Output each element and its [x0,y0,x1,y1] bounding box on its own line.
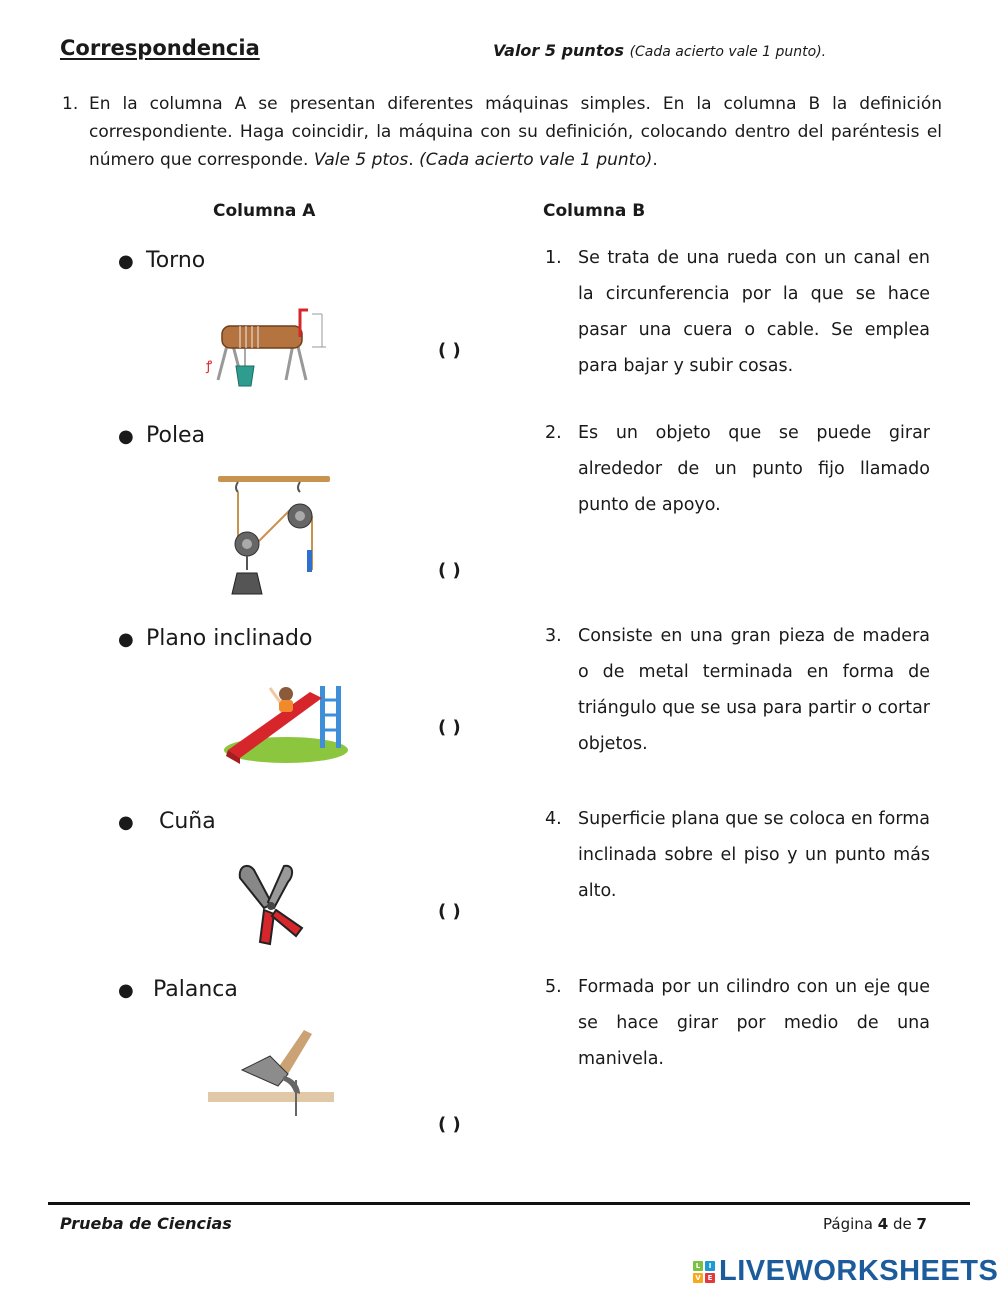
bullet-icon: ● [118,980,134,1001]
score-value [493,41,826,60]
instruction-value: Vale 5 ptos [313,150,409,170]
instruction-sep: . [408,150,420,170]
definition-text: Superficie plana que se coloca en forma inclinada sobre el piso y un punto más alto. [578,809,930,901]
definition-text: Es un objeto que se puede girar alrededor de un punto fijo llamado punto de apoyo. [578,423,930,515]
logo-grid-icon [693,1261,715,1283]
machine-label: Polea [146,423,206,448]
machine-item [118,423,205,448]
bullet-icon: ● [118,251,134,272]
page-total: 7 [916,1215,927,1233]
logo-letter: I [705,1261,715,1271]
instruction-body: En la columna A se presentan diferentes máquinas simples. En la columna B la definición correspondiente. Haga coincidir, la máquina con su definición, colocando dentro del paréntesis el número que corresponde. [89,94,942,170]
page-title: Correspondencia [60,36,260,60]
logo-letter: E [705,1273,715,1283]
definition-number: 5. [545,977,562,997]
machine-label: Plano inclinado [146,626,313,651]
definition-text: Consiste en una gran pieza de madera o de metal terminada en forma de triángulo que se usa para partir o cortar objetos. [578,626,930,754]
definition-number: 3. [545,626,562,646]
answer-blank[interactable]: ( ) [438,560,461,581]
page-of: de [892,1215,912,1233]
logo-letter: V [693,1273,703,1283]
instruction-note: (Cada acierto vale 1 punto) [419,150,653,170]
windlass-illustration [200,292,340,392]
definition-text: Formada por un cilindro con un eje que se hace girar por medio de una manivela. [578,977,930,1069]
instruction-end: . [652,150,658,170]
pruning-shears-illustration [232,860,312,952]
definition-item [545,618,930,762]
column-a-heading: Columna A [213,201,316,221]
liveworksheets-logo[interactable] [693,1255,998,1288]
slide-illustration [218,680,350,768]
machine-label: Torno [146,248,206,273]
machine-item [118,977,238,1002]
definition-item [545,801,930,909]
definition-number: 4. [545,809,562,829]
definition-item [545,969,930,1077]
footer-title: Prueba de Ciencias [60,1214,232,1233]
instruction-number: 1. [62,94,79,114]
page-number [823,1215,927,1233]
definition-number: 1. [545,248,562,268]
page-current: 4 [877,1215,889,1233]
column-b-heading: Columna B [543,201,646,221]
bullet-icon: ● [118,426,134,447]
machine-label: Palanca [153,977,238,1002]
bullet-icon: ● [118,629,134,650]
instruction-text [89,90,942,174]
score-note: (Cada acierto vale 1 punto). [629,44,827,60]
pulley-illustration [218,470,333,600]
instruction [62,90,942,174]
definition-number: 2. [545,423,562,443]
bullet-icon: ● [118,812,134,833]
definition-item [545,415,930,523]
machine-item [118,626,312,651]
answer-blank[interactable]: ( ) [438,340,461,361]
score-bold: Valor 5 puntos [493,41,624,60]
machine-label: Cuña [159,809,216,834]
footer-divider [48,1202,970,1205]
brand-name: LIVEWORKSHEETS [719,1255,999,1287]
definition-text: Se trata de una rueda con un canal en la circunferencia por la que se hace pasar una cuera o cable. Se emplea para bajar y subir cosas. [578,248,930,376]
machine-item [118,248,205,273]
machine-item [118,809,216,834]
answer-blank[interactable]: ( ) [438,717,461,738]
answer-blank[interactable]: ( ) [438,1114,461,1135]
definition-item [545,240,930,384]
hammer-illustration [208,1030,336,1120]
svg-text:ꝭ: ꝭ [206,359,213,374]
answer-blank[interactable]: ( ) [438,901,461,922]
page-word: Página [823,1215,873,1233]
logo-letter: L [693,1261,703,1271]
